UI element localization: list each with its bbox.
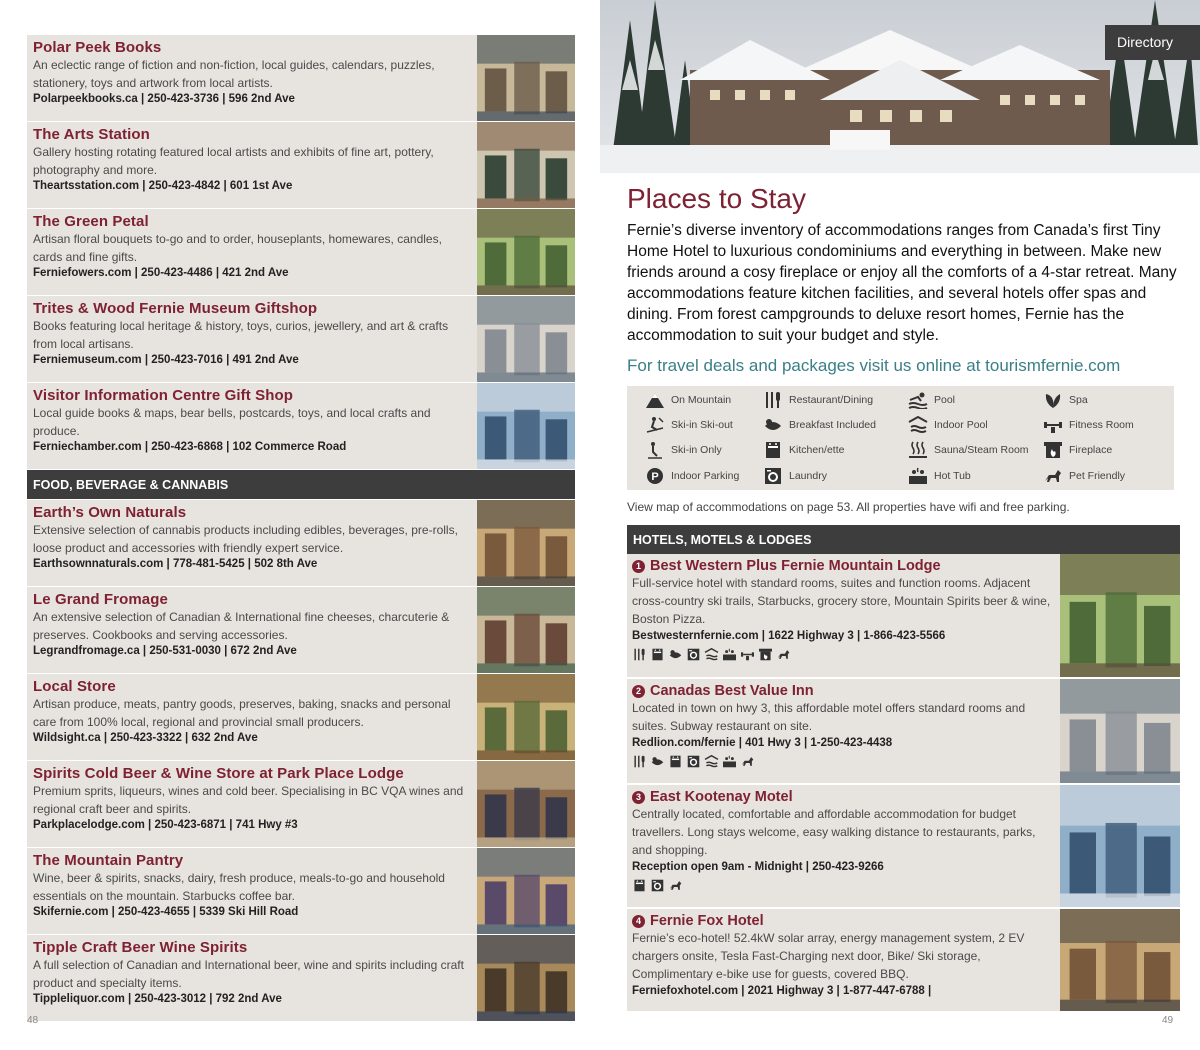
- hotel-contact-text[interactable]: Bestwesternfernie.com | 1622 Highway 3 | 1-866-423-5566: [632, 630, 946, 642]
- listing-name: Tipple Craft Beer Wine Spirits: [33, 939, 248, 956]
- legend-item: [643, 390, 731, 410]
- listing-description: Premium sprits, liqueurs, wines and cold beer. Specialising in BC VQA wines and regional craft beer and spirits.: [33, 784, 464, 816]
- listing-name: Local Store: [33, 678, 116, 695]
- listing-name: Le Grand Fromage: [33, 591, 168, 608]
- hotel-description: Full-service hotel with standard rooms, suites and function rooms. Adjacent cross-country ski trails, Starbucks, grocery store, Mountain Spirits beer & wine, Boston Pizza.: [632, 576, 1051, 626]
- listing-card: [27, 761, 575, 847]
- left-page: [27, 35, 575, 1022]
- listing-card: [27, 674, 575, 760]
- indoor-pool-icon: [906, 415, 930, 435]
- listing-text: [33, 387, 469, 453]
- listing-description: An extensive selection of Canadian & International fine cheeses, charcuterie & preserves. Cookbooks and serving accessories.: [33, 610, 450, 642]
- legend-label: On Mountain: [671, 394, 732, 406]
- page-title: Places to Stay: [627, 183, 806, 214]
- listing-text: [33, 765, 469, 831]
- laundry-icon: [761, 466, 785, 486]
- listing-photo: [477, 848, 575, 934]
- legend-item: [761, 466, 827, 486]
- page-number-right: 49: [1162, 1015, 1174, 1026]
- breakfast-icon: [650, 753, 665, 766]
- listing-card: [27, 122, 575, 208]
- legend-label: Indoor Parking: [671, 470, 740, 482]
- listing-contact[interactable]: Earthsownnaturals.com | 778-481-5425 | 502 8th Ave: [33, 558, 318, 570]
- hotel-text: [632, 789, 1052, 890]
- listing-text: [33, 591, 469, 657]
- listing-name: The Arts Station: [33, 126, 150, 143]
- legend-item: [906, 440, 1029, 460]
- listing-text: [33, 39, 469, 105]
- breakfast-icon: [668, 646, 683, 659]
- pet-icon: [1041, 466, 1065, 486]
- hotel-description: Fernie’s eco-hotel! 52.4kW solar array, energy management system, 2 EV chargers onsite, Tesla Fast-Charging next door, Bike/ Ski storage, Complimentary e-bike use for guests, covered BBQ.: [632, 931, 1025, 981]
- map-number-badge: 4: [632, 915, 645, 928]
- indoor-pool-icon: [704, 646, 719, 659]
- legend-label: Hot Tub: [934, 470, 971, 482]
- pet-icon: [668, 877, 683, 890]
- hotel-contact-text[interactable]: Reception open 9am - Midnight | 250-423-9266: [632, 861, 884, 873]
- hotel-contact-text[interactable]: Ferniefoxhotel.com | 2021 Highway 3 | 1-877-447-6788 |: [632, 985, 932, 998]
- listing-name: Polar Peek Books: [33, 39, 162, 56]
- hotel-photo: [1060, 554, 1180, 677]
- legend-item: [1041, 390, 1088, 410]
- listing-card: [27, 848, 575, 934]
- listing-description: Artisan produce, meats, pantry goods, preserves, baking, snacks and personal care from 100% local, regional and provincial small producers.: [33, 697, 451, 729]
- parking-icon: [643, 466, 667, 486]
- hotel-photo: [1060, 679, 1180, 783]
- listing-card: [27, 500, 575, 586]
- listing-contact[interactable]: Ferniemuseum.com | 250-423-7016 | 491 2nd Ave: [33, 354, 299, 366]
- listing-text: [33, 678, 469, 744]
- listing-description: Gallery hosting rotating featured local artists and exhibits of fine art, pottery, photography and more.: [33, 145, 434, 177]
- listing-photo: [477, 296, 575, 382]
- hotel-contact-text[interactable]: Redlion.com/fernie | 401 Hwy 3 | 1-250-423-4438: [632, 737, 893, 749]
- listing-photo: [477, 674, 575, 760]
- laundry-icon: [650, 877, 665, 890]
- kitchen-icon: [761, 440, 785, 460]
- hotel-name-label: Fernie Fox Hotel: [650, 913, 764, 929]
- legend-label: Laundry: [789, 470, 827, 482]
- amenity-legend: [627, 386, 1174, 490]
- listing-card: [27, 296, 575, 382]
- legend-item: [906, 415, 988, 435]
- listing-card: [27, 383, 575, 469]
- legend-label: Kitchen/ette: [789, 444, 845, 456]
- travel-deals-link[interactable]: For travel deals and packages visit us online at tourismfernie.com: [627, 356, 1121, 375]
- dining-icon: [761, 390, 785, 410]
- fitness-icon: [1041, 415, 1065, 435]
- amenity-icons: [632, 646, 1052, 659]
- listing-photo: [477, 383, 575, 469]
- listing-contact[interactable]: Parkplacelodge.com | 250-423-6871 | 741 Hwy #3: [33, 819, 298, 831]
- hotel-name-label: Canadas Best Value Inn: [650, 683, 814, 699]
- legend-item: [906, 466, 971, 486]
- hotels-section-heading: HOTELS, MOTELS & LODGES: [627, 525, 1180, 554]
- spa-icon: [1041, 390, 1065, 410]
- listing-photo: [477, 122, 575, 208]
- hotel-name-label: East Kootenay Motel: [650, 789, 793, 805]
- listing-contact[interactable]: Skifernie.com | 250-423-4655 | 5339 Ski Hill Road: [33, 906, 299, 918]
- hotel-contact[interactable]: [632, 985, 1052, 997]
- listing-card: [27, 587, 575, 673]
- hotel-card: [627, 909, 1180, 1011]
- listing-description: Local guide books & maps, bear bells, postcards, toys, and local crafts and produce.: [33, 406, 431, 438]
- listing-description: Extensive selection of cannabis products including edibles, beverages, pre-rolls, loose product and accessories with friendly expert service.: [33, 523, 458, 555]
- pet-icon: [740, 753, 755, 766]
- hotel-contact[interactable]: [632, 737, 1052, 749]
- hotel-card: [627, 679, 1180, 783]
- listing-description: A full selection of Canadian and International beer, wine and spirits including craft product and specialty items.: [33, 958, 464, 990]
- listing-photo: [477, 35, 575, 121]
- legend-label: Ski-in Only: [671, 444, 722, 456]
- fireplace-icon: [1041, 440, 1065, 460]
- intro-paragraph: Fernie’s diverse inventory of accommodations ranges from Canada’s first Tiny Home Hotel to luxurious condominiums and everything in between. Make new friends around a cosy fireplace or enjoy all the comforts of a 4-star retreat. Many accommodations feature kitchen facilities, and several hotels offer spas and dining. From forest campgrounds to deluxe resort homes, Fernie has the accommodation to suit your budget and style.: [627, 222, 1177, 344]
- hotel-list: [627, 525, 1180, 1013]
- map-number-badge: 3: [632, 791, 645, 804]
- legend-item: [643, 466, 739, 486]
- directory-tab[interactable]: Directory: [1105, 25, 1200, 60]
- legend-item: [643, 440, 722, 460]
- hotel-description: Centrally located, comfortable and affordable accommodation for budget travellers. Long stays welcome, easy walking distance to restaurants, parks, and shopping.: [632, 807, 1036, 857]
- hotel-name: [632, 683, 1052, 699]
- hotel-photo: [1060, 909, 1180, 1011]
- listing-name: Trites & Wood Fernie Museum Giftshop: [33, 300, 318, 317]
- map-number-badge: 1: [632, 560, 645, 573]
- hotels-container: [627, 554, 1180, 1011]
- shop-list: [27, 35, 575, 469]
- hotel-name: [632, 789, 1052, 805]
- laundry-icon: [686, 646, 701, 659]
- legend-label: Sauna/Steam Room: [934, 444, 1029, 456]
- listing-contact[interactable]: Legrandfromage.ca | 250-531-0030 | 672 2nd Ave: [33, 645, 297, 657]
- sauna-icon: [906, 440, 930, 460]
- listing-contact[interactable]: Polarpeekbooks.ca | 250-423-3736 | 596 2nd Ave: [33, 93, 295, 105]
- food-list: [27, 500, 575, 1021]
- hotel-text: [632, 683, 1052, 766]
- listing-photo: [477, 587, 575, 673]
- legend-label: Ski-in Ski-out: [671, 419, 733, 431]
- listing-text: [33, 300, 469, 366]
- listing-name: The Mountain Pantry: [33, 852, 184, 869]
- listing-text: [33, 852, 469, 918]
- legend-item: [1041, 440, 1112, 460]
- listing-description: Wine, beer & spirits, snacks, dairy, fresh produce, meals-to-go and household essentials on the mountain. Starbucks coffee bar.: [33, 871, 445, 903]
- listing-contact[interactable]: Wildsight.ca | 250-423-3322 | 632 2nd Ave: [33, 732, 258, 744]
- legend-item: [906, 390, 955, 410]
- legend-label: Pool: [934, 394, 956, 406]
- svg-text:P: P: [651, 471, 659, 483]
- listing-name: Spirits Cold Beer & Wine Store at Park Place Lodge: [33, 765, 404, 782]
- legend-label: Spa: [1069, 394, 1088, 406]
- listing-contact[interactable]: Theartsstation.com | 250-423-4842 | 601 1st Ave: [33, 180, 293, 192]
- pet-icon: [776, 646, 791, 659]
- hotel-photo: [1060, 785, 1180, 907]
- listing-text: [33, 939, 469, 1005]
- listing-photo: [477, 500, 575, 586]
- indoor-pool-icon: [704, 753, 719, 766]
- legend-label: Fireplace: [1069, 444, 1113, 456]
- breakfast-icon: [761, 415, 785, 435]
- page-number-left: 48: [27, 1015, 39, 1026]
- listing-description: Artisan floral bouquets to-go and to order, houseplants, homewares, candles, cards and fine gifts.: [33, 232, 442, 264]
- kitchen-icon: [650, 646, 665, 659]
- fitness-icon: [740, 646, 755, 659]
- legend-label: Fitness Room: [1069, 419, 1134, 431]
- hotel-description: Located in town on hwy 3, this affordable motel offers standard rooms and suites. Subway restaurant on site.: [632, 701, 1026, 733]
- legend-item: [761, 415, 876, 435]
- pool-icon: [906, 390, 930, 410]
- listing-contact[interactable]: Ferniefowers.com | 250-423-4486 | 421 2nd Ave: [33, 267, 289, 279]
- listing-text: [33, 126, 469, 192]
- amenity-icons: [632, 753, 1052, 766]
- hotel-name: [632, 913, 1052, 929]
- listing-text: [33, 213, 469, 279]
- hotel-card: [627, 554, 1180, 677]
- ski-in-out-icon: [643, 415, 667, 435]
- map-note: View map of accommodations on page 53. All properties have wifi and free parking.: [627, 500, 1070, 514]
- listing-card: [27, 935, 575, 1021]
- amenity-icons: [632, 877, 1052, 890]
- listing-name: Visitor Information Centre Gift Shop: [33, 387, 293, 404]
- legend-item: [761, 440, 844, 460]
- listing-contact[interactable]: Ferniechamber.com | 250-423-6868 | 102 Commerce Road: [33, 441, 347, 453]
- legend-label: Indoor Pool: [934, 419, 988, 431]
- listing-card: [27, 209, 575, 295]
- legend-label: Restaurant/Dining: [789, 394, 874, 406]
- listing-card: [27, 35, 575, 121]
- legend-item: [643, 415, 733, 435]
- kitchen-icon: [668, 753, 683, 766]
- listing-text: [33, 504, 469, 570]
- hot-tub-icon: [722, 646, 737, 659]
- hotel-name-label: Best Western Plus Fernie Mountain Lodge: [650, 558, 941, 574]
- hot-tub-icon: [906, 466, 930, 486]
- hotel-card: [627, 785, 1180, 907]
- hotel-contact[interactable]: [632, 630, 1052, 642]
- fireplace-icon: [758, 646, 773, 659]
- listing-contact[interactable]: Tippleliquor.com | 250-423-3012 | 792 2nd Ave: [33, 993, 282, 1005]
- listing-name: The Green Petal: [33, 213, 149, 230]
- laundry-icon: [686, 753, 701, 766]
- listing-description: Books featuring local heritage & history, toys, curios, jewellery, and art & crafts from local artisans.: [33, 319, 449, 351]
- listing-photo: [477, 935, 575, 1021]
- food-section-heading: FOOD, BEVERAGE & CANNABIS: [27, 470, 575, 499]
- mountain-icon: [643, 390, 667, 410]
- dining-icon: [632, 753, 647, 766]
- listing-description: An eclectic range of fiction and non-fiction, local guides, calendars, puzzles, stationery, toys and artwork from local artists.: [33, 58, 435, 90]
- hotel-name: [632, 558, 1052, 574]
- legend-label: Pet Friendly: [1069, 470, 1126, 482]
- listing-name: Earth’s Own Naturals: [33, 504, 187, 521]
- legend-item: [761, 390, 873, 410]
- ski-in-icon: [643, 440, 667, 460]
- dining-icon: [632, 646, 647, 659]
- map-number-badge: 2: [632, 685, 645, 698]
- listing-photo: [477, 209, 575, 295]
- hotel-text: [632, 913, 1052, 997]
- kitchen-icon: [632, 877, 647, 890]
- legend-item: [1041, 466, 1125, 486]
- hotel-contact[interactable]: [632, 861, 1052, 873]
- listing-photo: [477, 761, 575, 847]
- hot-tub-icon: [722, 753, 737, 766]
- legend-label: Breakfast Included: [789, 419, 876, 431]
- hotel-text: [632, 558, 1052, 659]
- legend-item: [1041, 415, 1134, 435]
